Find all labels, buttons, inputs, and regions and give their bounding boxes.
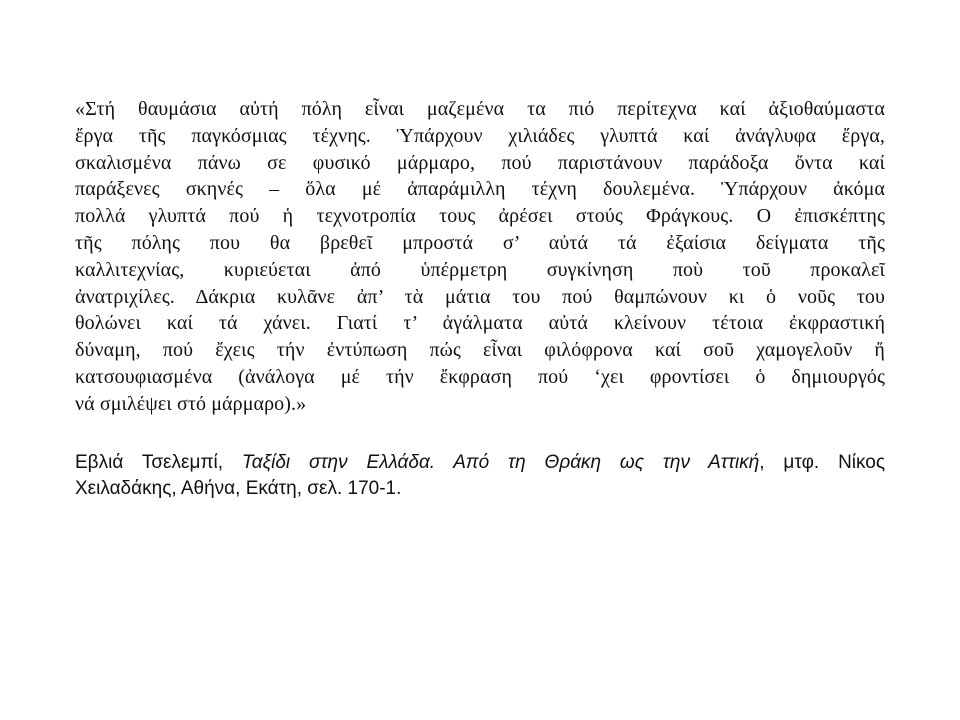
quote-line: ἔργα τῆς παγκόσμιας τέχνης. Ὑπάρχουν χιλιάδες γλυπτά καί ἀνάγλυφα ἔργα, <box>75 124 885 147</box>
quote-line: δύναμη, πού ἔχεις τήν ἐντύπωση πώς εἶναι φιλόφρονα καί σοῦ χαμογελοῦν ἤ <box>75 339 885 362</box>
quote-line: «Στή θαυμάσια αὐτή πόλη εἶναι μαζεμένα τα πιό περίτεχνα καί ἀξιοθαύμαστα <box>75 98 885 120</box>
quote-line: κατσουφιασμένα (ἀνάλογα μέ τήν ἔκφραση πού ‘χει φροντίσει ὁ δημιουργός <box>75 365 885 388</box>
citation-translator: , μτφ. Νίκος <box>759 451 885 473</box>
quote-line: νά σμιλέψει στό μάρμαρο).» <box>75 392 307 415</box>
quote-line: πολλά γλυπτά πού ἡ τεχνοτροπία τους ἀρέσει στούς Φράγκους. Ο ἐπισκέπτης <box>75 205 885 228</box>
slide-content <box>75 96 885 503</box>
citation-line-2: Χειλαδάκης, Αθήνα, Εκάτη, σελ. 170-1. <box>75 478 402 500</box>
citation <box>75 450 885 503</box>
quote-line: τῆς πόλης που θα βρεθεῖ μπροστά σ’ αὐτά τά ἐξαίσια δείγματα τῆς <box>75 231 885 254</box>
quote-line: ἀνατριχίλες. Δάκρια κυλᾶνε ἀπ’ τὰ μάτια του πού θαμπώνουν κι ὁ νοῦς του <box>75 285 885 308</box>
citation-author: Εβλιά Τσελεμπί, <box>75 451 242 473</box>
quote-line: παράξενες σκηνές – ὅλα μέ ἀπαράμιλλη τέχνη δουλεμένα. Ὑπάρχουν ἀκόμα <box>75 178 885 201</box>
quote-line: καλλιτεχνίας, κυριεύεται ἀπό ὑπέρμετρη συγκίνηση ποὺ τοῦ προκαλεῖ <box>75 258 885 281</box>
quote-line: θολώνει καί τά χάνει. Γιατί τ’ ἀγάλματα αὐτά κλείνουν τέτοια ἐκφραστική <box>75 312 885 335</box>
citation-line-1 <box>75 450 885 477</box>
quote-paragraph <box>75 96 885 418</box>
citation-work-title: Ταξίδι στην Ελλάδα. Από τη Θράκη ως την Αττική <box>241 451 760 473</box>
quote-line: σκαλισμένα πάνω σε φυσικό μάρμαρο, πού παριστάνουν παράδοξα ὄντα καί <box>75 151 885 174</box>
